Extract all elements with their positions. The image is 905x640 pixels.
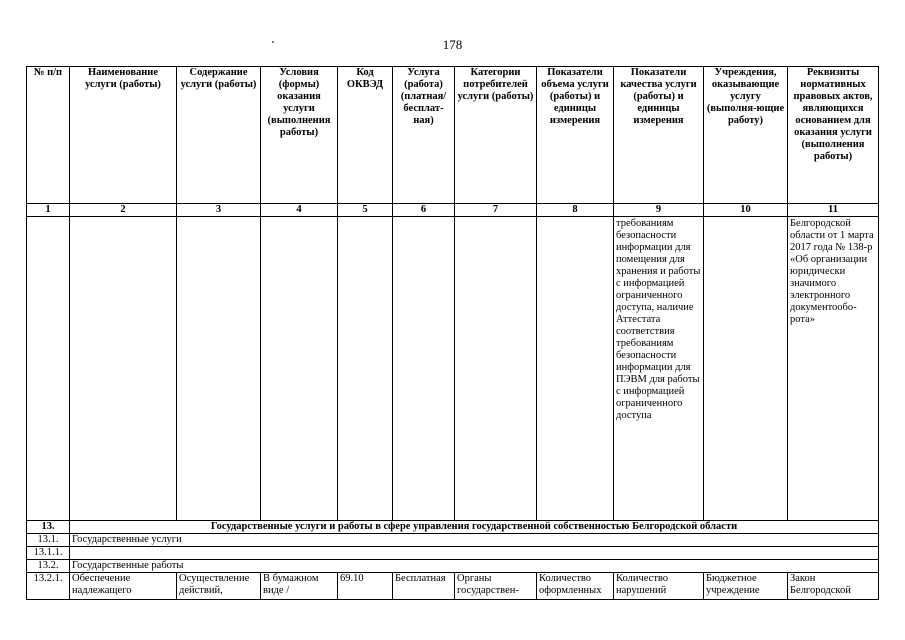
column-number: 11 xyxy=(788,204,879,217)
header-cell: № п/п xyxy=(27,67,70,204)
subsection-number: 13.1. xyxy=(27,534,70,547)
column-number: 7 xyxy=(455,204,537,217)
subsection-row xyxy=(27,547,879,560)
subsection-title: Государственные услуги xyxy=(70,534,879,547)
table-cell: Осуществление действий, xyxy=(177,573,261,600)
header-cell: Код ОКВЭД xyxy=(338,67,393,204)
header-cell: Условия (формы) оказания услуги (выполнения работы) xyxy=(261,67,338,204)
column-number: 8 xyxy=(537,204,614,217)
header-cell: Реквизиты нормативных правовых актов, являющихся основанием для оказания услуги (выполнения работы) xyxy=(788,67,879,204)
header-cell: Услуга (работа) (платная/ бесплат-ная) xyxy=(393,67,455,204)
subsection-title xyxy=(70,547,879,560)
empty-cell xyxy=(704,217,788,521)
row-number: 13.2.1. xyxy=(27,573,70,600)
column-number: 1 xyxy=(27,204,70,217)
empty-cell xyxy=(27,217,70,521)
empty-cell xyxy=(338,217,393,521)
section-number: 13. xyxy=(27,521,70,534)
header-row xyxy=(27,67,879,204)
header-cell: Категории потребителей услуги (работы) xyxy=(455,67,537,204)
continuation-row xyxy=(27,217,879,521)
subsection-row xyxy=(27,560,879,573)
header-cell: Показатели качества услуги (работы) и единицы измерения xyxy=(614,67,704,204)
header-cell: Содержание услуги (работы) xyxy=(177,67,261,204)
empty-cell xyxy=(455,217,537,521)
header-cell: Наименование услуги (работы) xyxy=(70,67,177,204)
column-number: 4 xyxy=(261,204,338,217)
empty-cell xyxy=(177,217,261,521)
scan-speck xyxy=(272,41,274,43)
column-number: 10 xyxy=(704,204,788,217)
column-numbers-row xyxy=(27,204,879,217)
header-cell: Учреждения, оказывающие услугу (выполня-ющие работу) xyxy=(704,67,788,204)
table-cell: Бесплатная xyxy=(393,573,455,600)
table-cell: Закон Белгородской xyxy=(788,573,879,600)
table-cell: Количество оформленных xyxy=(537,573,614,600)
services-table xyxy=(26,66,879,600)
subsection-title: Государственные работы xyxy=(70,560,879,573)
column-number: 5 xyxy=(338,204,393,217)
subsection-row xyxy=(27,534,879,547)
column-number: 3 xyxy=(177,204,261,217)
column-number: 6 xyxy=(393,204,455,217)
section-row xyxy=(27,521,879,534)
empty-cell xyxy=(261,217,338,521)
table-cell: Количество нарушений xyxy=(614,573,704,600)
quality-indicators-text: требованиям безопасности информации для помещения для хранения и работы с информацией ограниченного доступа, наличие Аттестата соответствия требованиям безопасности информации для ПЭВМ для работы с информацией ограниченного доступа xyxy=(614,217,704,521)
empty-cell xyxy=(70,217,177,521)
legal-acts-text: Белгородской области от 1 марта 2017 года № 138-р «Об организации юридически значимого электронного документообо-рота» xyxy=(788,217,879,521)
header-cell: Показатели объема услуги (работы) и единицы измерения xyxy=(537,67,614,204)
section-title: Государственные услуги и работы в сфере управления государственной собственностью Белгородской области xyxy=(70,521,879,534)
empty-cell xyxy=(393,217,455,521)
table-cell: Обеспечение надлежащего xyxy=(70,573,177,600)
column-number: 2 xyxy=(70,204,177,217)
column-number: 9 xyxy=(614,204,704,217)
table-cell: В бумажном виде / xyxy=(261,573,338,600)
subsection-number: 13.2. xyxy=(27,560,70,573)
table-row xyxy=(27,573,879,600)
subsection-number: 13.1.1. xyxy=(27,547,70,560)
table-cell: 69.10 xyxy=(338,573,393,600)
empty-cell xyxy=(537,217,614,521)
table-cell: Органы государствен- xyxy=(455,573,537,600)
page-number: 178 xyxy=(442,37,463,52)
table-cell: Бюджетное учреждение xyxy=(704,573,788,600)
